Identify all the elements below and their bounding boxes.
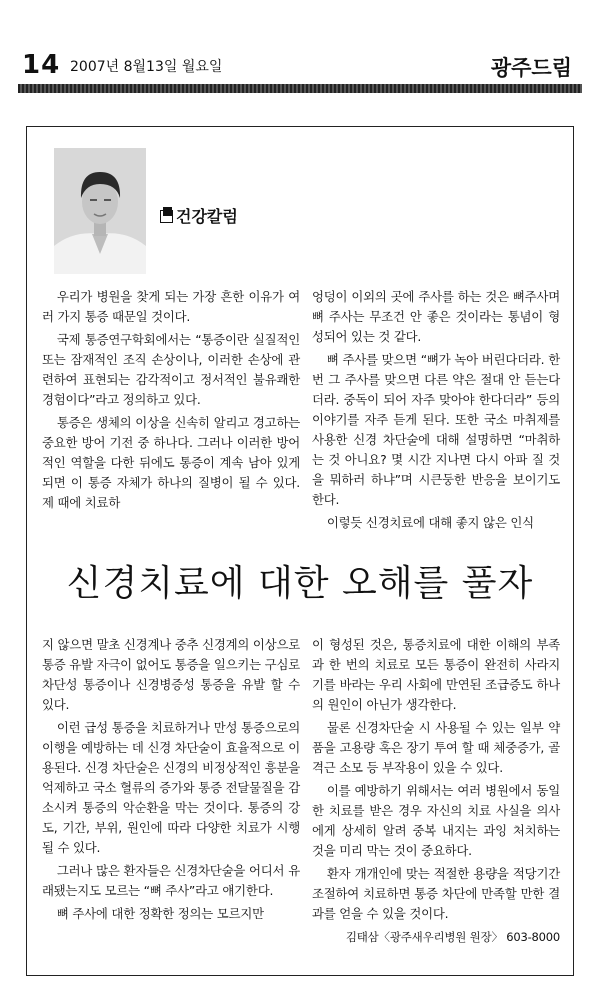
paragraph: 물론 신경차단술 시 사용될 수 있는 일부 약품을 고용량 혹은 장기 투여 할 때 체중증가, 골격근 소모 등 부작용이 있을 수 있다. bbox=[312, 720, 560, 775]
section-label bbox=[160, 204, 238, 227]
section-title: 건강칼럼 bbox=[176, 207, 238, 226]
headline: 신경치료에 대한 오해를 풀자 bbox=[66, 563, 534, 604]
page-number: 14 bbox=[22, 50, 61, 80]
column-top-right bbox=[312, 287, 560, 536]
header-rule bbox=[18, 84, 582, 93]
paragraph: 국제 통증연구학회에서는 “통증이란 실질적인 또는 잠재적인 조직 손상이나, 이러한 손상에 관련하여 표현되는 감각적이고 정서적인 불유쾌한 경험이다”라고 정의하고 있다. bbox=[42, 332, 300, 407]
column-bottom-right bbox=[312, 635, 560, 947]
paragraph: 지 않으면 말초 신경계나 중추 신경계의 이상으로 통증 유발 자극이 없어도 통증을 일으키는 구심로 차단성 통증이나 신경병증성 통증을 유발 할 수 있다. bbox=[42, 637, 300, 712]
section-square-icon bbox=[160, 210, 173, 223]
paragraph: 환자 개개인에 맞는 적절한 용량을 적당기간 조절하여 치료하면 통증 차단에 만족할 만한 결과를 얻을 수 있을 것이다. bbox=[312, 866, 560, 921]
paragraph: 우리가 병원을 찾게 되는 가장 흔한 이유가 여러 가지 통증 때문일 것이다. bbox=[42, 289, 300, 324]
issue-date: 2007년 8월13일 월요일 bbox=[70, 59, 223, 75]
paragraph: 이를 예방하기 위해서는 여러 병원에서 동일한 치료를 받은 경우 자신의 치료 사실을 의사에게 상세히 알려 중복 내지는 과잉 처치하는 것을 미리 막는 것이 중요하다. bbox=[312, 783, 560, 858]
paragraph: 그러나 많은 환자들은 신경차단술을 어디서 유래됐는지도 모르는 “뼈 주사”라고 얘기한다. bbox=[42, 863, 300, 898]
paragraph: 뼈 주사를 맞으면 “뼈가 녹아 버린다더라. 한 번 그 주사를 맞으면 다른 약은 절대 안 듣는다더라. 중독이 되어 자주 맞아야 한다더라” 등의 이야기를 자주 듣게 된다. 또한 국소 마취제를 사용한 신경 차단술에 대해 설명하면 “마취하는 것 아니요? 몇 시간 지나면 다시 아파 질 것을 뭐하러 하냐”며 시큰둥한 반응을 보이기도 한다. bbox=[312, 352, 560, 507]
newspaper-brand: 광주드림 bbox=[490, 56, 572, 80]
author-byline: 김태삼〈광주새우리병원 원장〉 603-8000 bbox=[345, 930, 560, 944]
paragraph: 이런 급성 통증을 치료하거나 만성 통증으로의 이행을 예방하는 데 신경 차단술이 효율적으로 이용된다. 신경 차단술은 신경의 비정상적인 흥분을 억제하고 국소 혈류의 증가와 통증 전달물질을 감소시켜 통증의 악순환을 막는 것이다. 통증의 강도, 기간, 부위, 원인에 따라 다양한 치료가 시행될 수 있다. bbox=[42, 720, 300, 855]
author-photo bbox=[54, 148, 146, 274]
paragraph: 통증은 생체의 이상을 신속히 알리고 경고하는 중요한 방어 기전 중 하나다. 그러나 이러한 방어적인 역할을 다한 뒤에도 통증이 계속 남아 있게 되면 이 통증 자체가 하나의 질병이 될 수 있다. 제 때에 치료하 bbox=[42, 415, 300, 510]
paragraph: 엉덩이 이외의 곳에 주사를 하는 것은 뼈주사며 뼈 주사는 무조건 안 좋은 것이라는 통념이 형성되어 있는 것 같다. bbox=[312, 289, 560, 344]
column-top-left bbox=[42, 287, 300, 516]
column-bottom-left bbox=[42, 635, 300, 927]
paragraph: 이 형성된 것은, 통증치료에 대한 이해의 부족과 한 번의 치료로 모든 통증이 완전히 사라지기를 바라는 우리 사회에 만연된 조급증도 하나의 원인이 아닌가 생각한다. bbox=[312, 637, 560, 712]
paragraph: 이렇듯 신경치료에 대해 좋지 않은 인식 bbox=[326, 515, 534, 530]
paragraph: 뼈 주사에 대한 정확한 정의는 모르지만 bbox=[56, 906, 264, 921]
